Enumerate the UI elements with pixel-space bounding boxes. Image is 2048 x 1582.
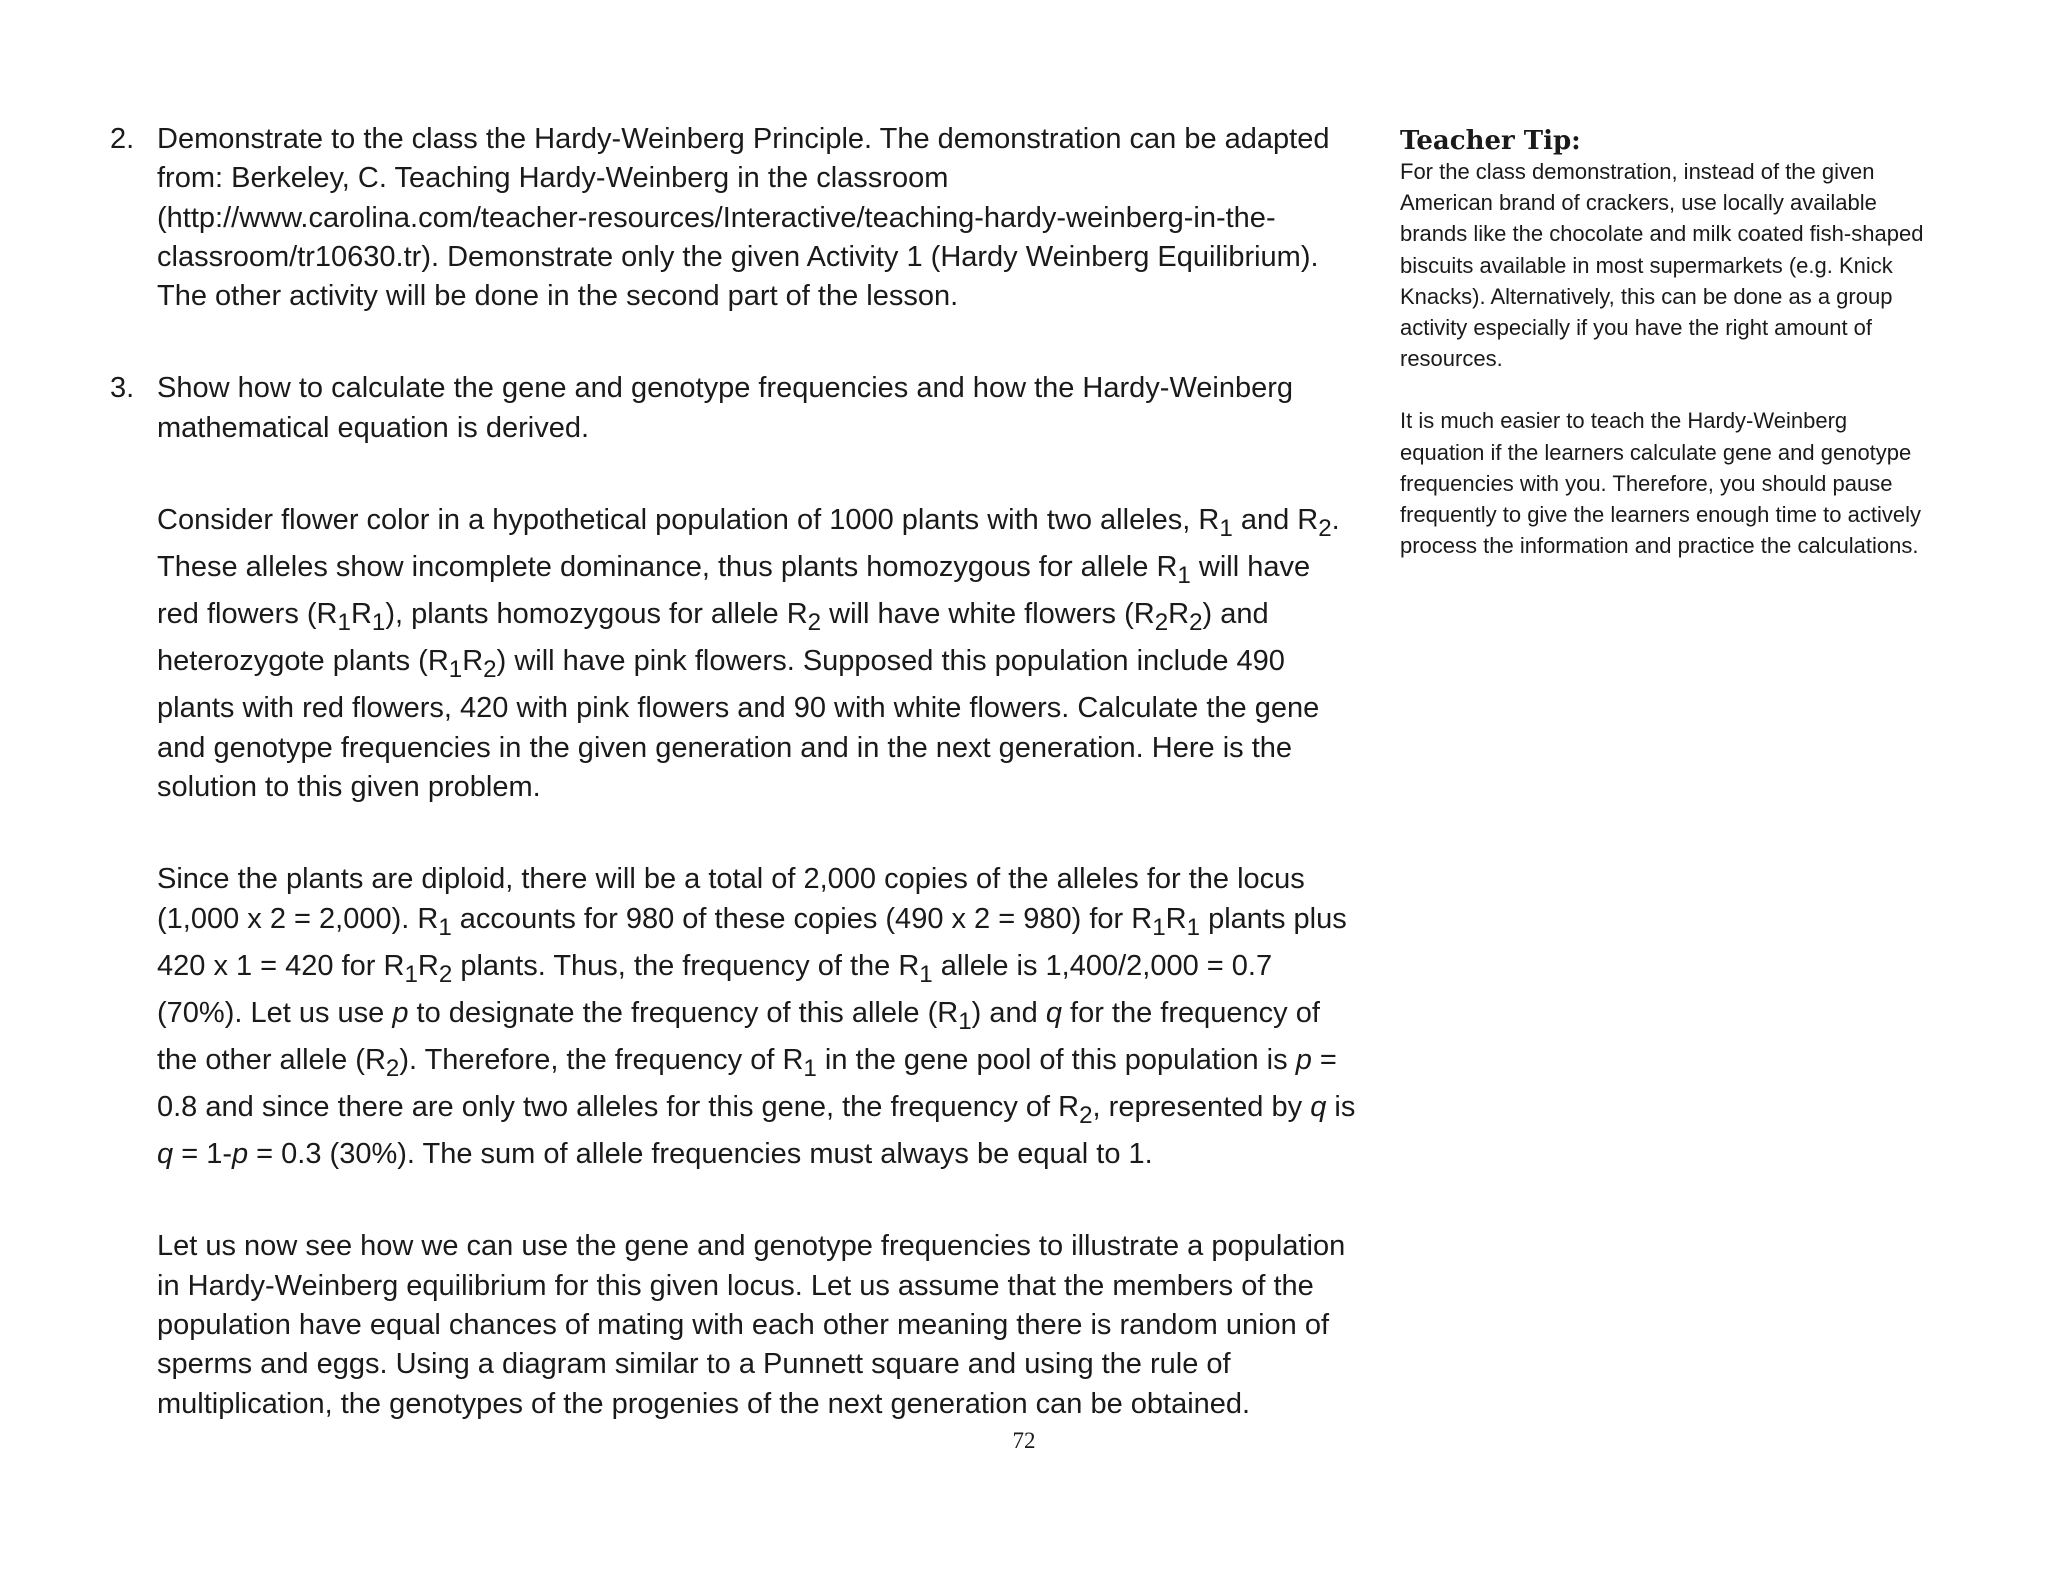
allele-frequency-paragraph: Since the plants are diploid, there will be a total of 2,000 copies of the alleles for the locus (1,000 x 2 = 2,000). $R_1$ accounts for 980 of these copies (490 x 2 = 980) for $R_1R_1$ plants plus 420 x 1 = 420 for $R_1R_2$ plants. Thus, the frequency of the $R_1$ allele is 1,400/2,000 = 0.7 (70%). Let us use p to designate the frequency of this allele $(R_1)$ and q for the frequency of the other allele $(R_2)$. Therefore, the frequency of $R_1$ in the gene pool of this population is p = 0.8 and since there are only two alleles for this gene, the frequency of $R_2$, represented by q is q = 1-p = 0.3 (30%). The sum of allele frequencies must always be equal to 1. — [157, 863, 1356, 1171]
list-item-2 — [110, 120, 1360, 316]
main-content — [110, 120, 1360, 1424]
teacher-tip-paragraph: It is much easier to teach the Hardy-Weinberg equation if the learners calculate gene and genotype frequencies with you. Therefore, you should pause frequently to give the learners enough time to actively process the information and practice the calculations. — [1400, 408, 1921, 559]
equilibrium-paragraph: Let us now see how we can use the gene and genotype frequencies to illustrate a population in Hardy-Weinberg equilibrium for this given locus. Let us assume that the members of the population have equal chances of mating with each other meaning there is random union of sperms and eggs. Using a diagram similar to a Punnett square and using the rule of multiplication, the genotypes of the progenies of the next generation can be obtained. — [157, 1230, 1346, 1420]
teacher-tip-paragraph: For the class demonstration, instead of the given American brand of crackers, use locally available brands like the chocolate and milk coated fish-shaped biscuits available in most supermarkets (e.g. Knick Knacks). Alternatively, this can be done as a group activity especially if you have the right amount of resources. — [1400, 159, 1924, 372]
page-number: 72 — [1012, 1428, 1036, 1453]
teacher-tip-sidebar — [1400, 124, 1935, 561]
list-number: 3. — [110, 372, 135, 405]
teacher-tip-title: Teacher Tip: — [1400, 126, 1581, 156]
flower-color-paragraph: Consider flower color in a hypothetical population of 1000 plants with two alleles, $R_1$ and $R_2$. These alleles show incomplete dominance, thus plants homozygous for allele $R_1$ will have red flowers $(R_1R_1)$, plants homozygous for allele $R_2$ will have white flowers $(R_2R_2)$ and heterozygote plants $(R_1R_2)$ will have pink flowers. Supposed this population include 490 plants with red flowers, 420 with pink flowers and 90 with white flowers. Calculate the gene and genotype frequencies in the given generation and in the next generation. Here is the solution to this given problem. — [157, 504, 1340, 804]
list-item-3 — [110, 369, 1360, 1423]
list-number: 2. — [110, 123, 135, 155]
item-2-text: Demonstrate to the class the Hardy-Weinberg Principle. The demonstration can be adapted from: Berkeley, C. Teaching Hardy-Weinberg in the classroom (http://www.carolina.com/teacher-resources/Interactive/teaching-hardy-weinberg-in-the-classroom/tr10630.tr). Demonstrate only the given Activity 1 (Hardy Weinberg Equilibrium). The other activity will be done in the second part of the lesson. — [157, 123, 1330, 313]
item-3-text: Show how to calculate the gene and genotype frequencies and how the Hardy-Weinberg mathematical equation is derived. — [157, 372, 1294, 444]
